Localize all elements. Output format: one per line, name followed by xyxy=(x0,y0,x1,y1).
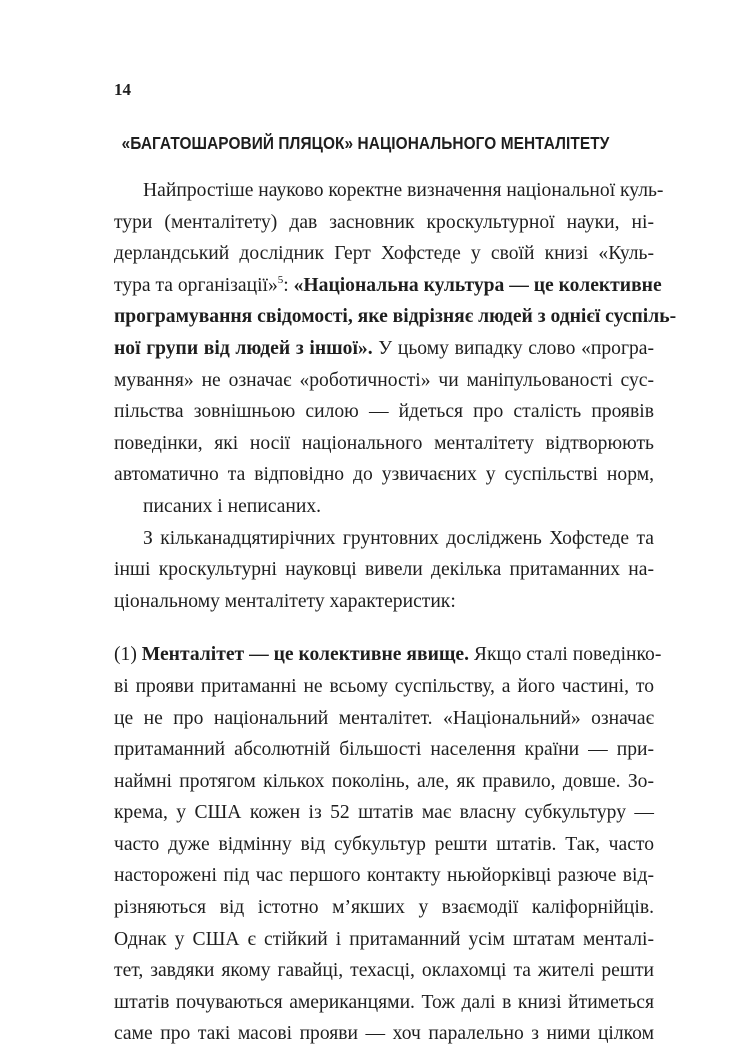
text-run: : xyxy=(283,274,294,296)
bold-definition: «Національна культура — це колективне xyxy=(293,274,662,296)
text-line xyxy=(114,333,654,365)
text-line: ві прояви притаманні не всьому суспільству, а його частині, то xyxy=(114,675,654,697)
text-line: тет, завдяки якому гавайці, техасці, оклахомці та жителі решти xyxy=(114,960,654,982)
text-line: тури (менталітету) дав засновник кроскультурної науки, ні- xyxy=(114,211,654,233)
text-line: насторожені під час першого контакту ньюйорківці разюче від- xyxy=(114,865,654,887)
text-run: Якщо сталі поведінко- xyxy=(469,644,662,666)
text-line: мування» не означає «роботичності» чи маніпульованості сус- xyxy=(114,369,654,391)
paragraph-2 xyxy=(114,523,654,618)
text-run: У цьому випадку слово «програ- xyxy=(372,337,654,359)
text-run: тура та організації» xyxy=(114,274,278,296)
text-line: часто дуже відмінну від субкультур решти штатів. Так, часто xyxy=(114,833,654,855)
text-line: автоматично та відповідно до узвичаєних у суспільстві норм, xyxy=(114,464,654,486)
text-line: ціональному менталітету характеристик: xyxy=(114,590,456,612)
text-line: наймні протягом кількох поколінь, але, як правило, довше. Зо- xyxy=(114,770,654,792)
bold-definition: ної групи від людей з іншої». xyxy=(114,337,373,359)
text-line xyxy=(114,639,662,671)
text-line: Найпростіше науково коректне визначення національної куль- xyxy=(143,180,664,201)
text-line: штатів почуваються американцями. Тож далі в книзі йтиметься xyxy=(114,991,654,1013)
text-line: крема, у США кожен із 52 штатів має власну субкультуру — xyxy=(114,802,654,824)
text-line: різняються від істотно м’якших у взаємодії каліфорнійців. xyxy=(114,897,654,919)
text-line: пільства зовнішньою силою — йдеться про сталість проявів xyxy=(114,401,654,423)
text-line: Однак у США є стійкий і притаманний усім штатам менталі- xyxy=(114,928,654,950)
text-line: притаманний абсолютній більшості населення країни — при- xyxy=(114,739,654,761)
text-line: З кільканадцятирічних грунтовних досліджень Хофстеде та xyxy=(143,527,654,549)
bold-point-title: Менталітет — це колективне явище. xyxy=(141,644,469,666)
text-line: це не про національний менталітет. «Національний» означає xyxy=(114,707,654,729)
paragraph-gap xyxy=(114,617,654,639)
list-number: (1) xyxy=(114,644,142,666)
paragraph-1 xyxy=(114,175,677,523)
paragraph-3 xyxy=(114,639,662,1050)
page-number: 14 xyxy=(114,80,131,99)
text-line: саме про такі масові прояви — хоч паралельно з ними цілком xyxy=(114,1023,654,1045)
text-line: інші кроскультурні науковці вивели декілька притаманних на- xyxy=(114,559,654,581)
text-line: поведінки, які носії національного менталітету відтворюють xyxy=(114,432,654,454)
body-text xyxy=(114,175,677,1050)
bold-definition-line: програмування свідомості, яке відрізняє людей з однієї суспіль- xyxy=(114,306,677,328)
text-line: писаних і неписаних. xyxy=(143,495,322,517)
section-heading: «БАГАТОШАРОВИЙ ПЛЯЦОК» НАЦІОНАЛЬНОГО МЕНТАЛІТЕТУ xyxy=(121,133,610,153)
text-line: дерландський дослідник Герт Хофстеде у своїй книзі «Куль- xyxy=(114,243,654,265)
text-line xyxy=(114,270,662,302)
footnote-reference: 5 xyxy=(277,273,284,286)
